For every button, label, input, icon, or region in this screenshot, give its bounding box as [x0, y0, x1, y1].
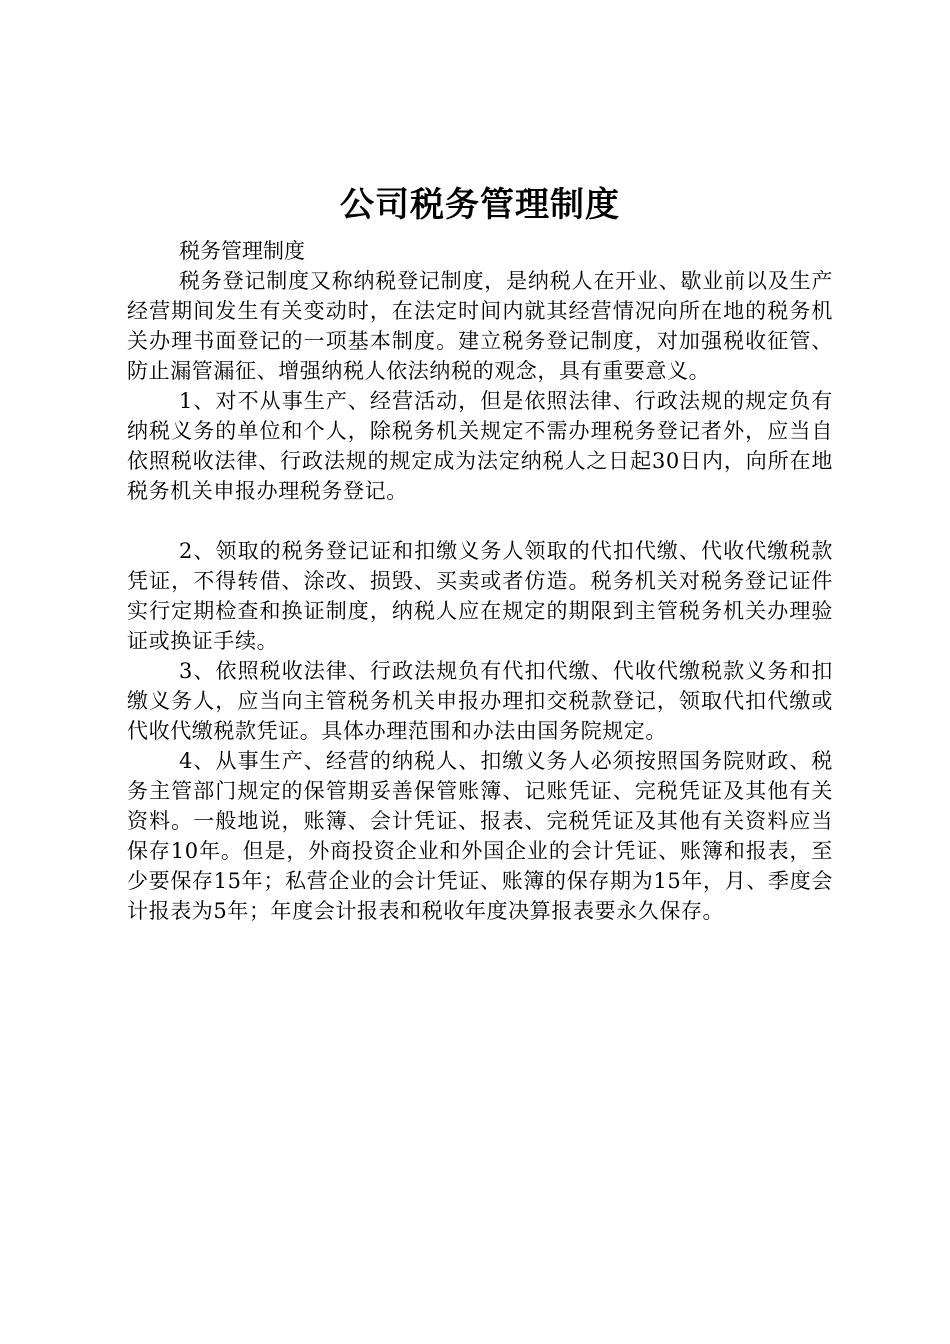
paragraph-item-1: 1、对不从事生产、经营活动，但是依照法律、行政法规的规定负有纳税义务的单位和个人，除税务机关规定不需办理税务登记者外，应当自依照税收法律、行政法规的规定成为法定纳税人之日起30日内，向所在地税务机关申报办理税务登记。	[127, 389, 833, 503]
document-subtitle: 税务管理制度	[179, 239, 305, 263]
paragraph-intro: 税务登记制度又称纳税登记制度，是纳税人在开业、歇业前以及生产经营期间发生有关变动时，在法定时间内就其经营情况向所在地的税务机关办理书面登记的一项基本制度。建立税务登记制度，对加强税收征管、防止漏管漏征、增强纳税人依法纳税的观念，具有重要意义。	[127, 269, 833, 383]
paragraph-item-4: 4、从事生产、经营的纳税人、扣缴义务人必须按照国务院财政、税务主管部门规定的保管期妥善保管账簿、记账凭证、完税凭证及其他有关资料。一般地说，账簿、会计凭证、报表、完税凭证及其他有关资料应当保存10年。但是，外商投资企业和外国企业的会计凭证、账簿和报表，至少要保存15年；私营企业的会计凭证、账簿的保存期为15年，月、季度会计报表为5年；年度会计报表和税收年度决算报表要永久保存。	[127, 749, 833, 923]
document-page	[127, 180, 833, 926]
document-title: 公司税务管理制度	[340, 185, 620, 225]
paragraph-item-2: 2、领取的税务登记证和扣缴义务人领取的代扣代缴、代收代缴税款凭证，不得转借、涂改、损毁、买卖或者仿造。税务机关对税务登记证件实行定期检查和换证制度，纳税人应在规定的期限到主管税务机关办理验证或换证手续。	[127, 539, 833, 653]
paragraph-item-3: 3、依照税收法律、行政法规负有代扣代缴、代收代缴税款义务和扣缴义务人，应当向主管税务机关申报办理扣交税款登记，领取代扣代缴或代收代缴税款凭证。具体办理范围和办法由国务院规定。	[127, 659, 833, 743]
